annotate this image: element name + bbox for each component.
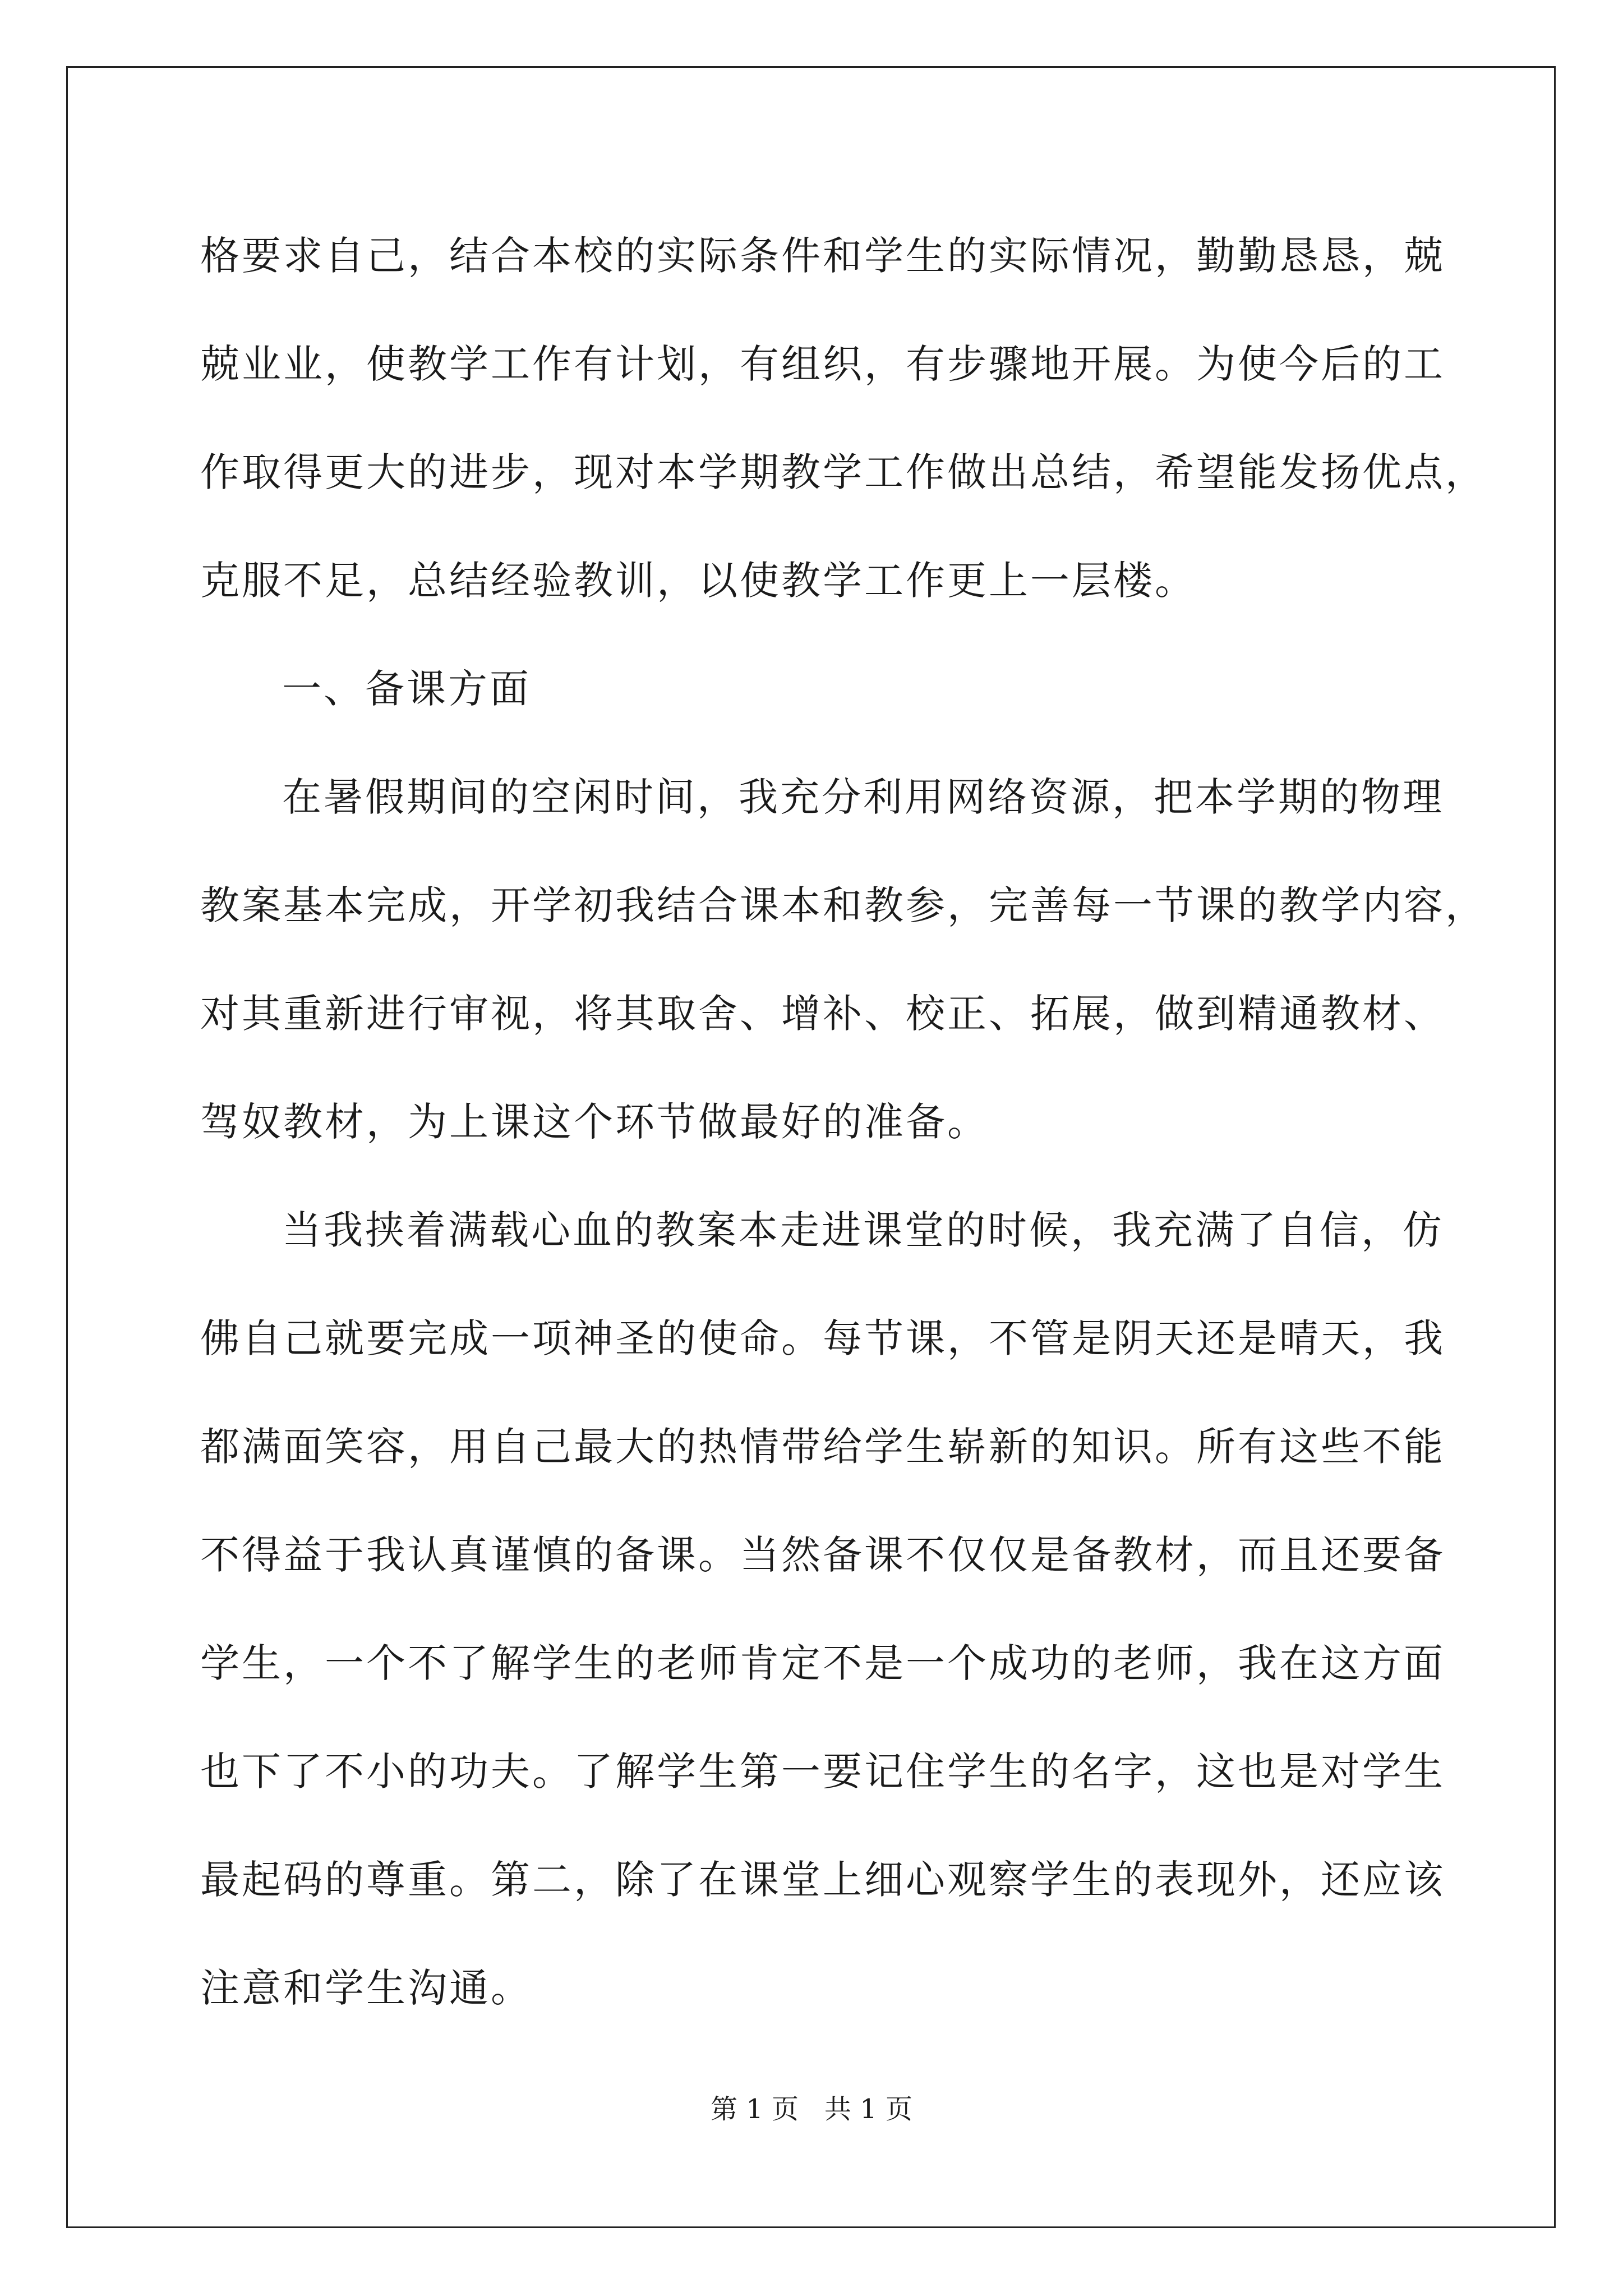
document-body [200, 202, 1487, 2042]
text-line: 对其重新进行审视，将其取舍、增补、校正、拓展，做到精通教材、 [200, 991, 1445, 1037]
text-line: 驾奴教材，为上课这个环节做最好的准备。 [200, 1099, 989, 1145]
text-line: 学生，一个不了解学生的老师肯定不是一个成功的老师，我在这方面 [200, 1640, 1445, 1686]
text-line: 教案基本完成，开学初我结合课本和教参，完善每一节课的教学内容， [200, 882, 1487, 928]
text-line: 佛自己就要完成一项神圣的使命。每节课，不管是阴天还是晴天，我 [200, 1315, 1445, 1361]
section-heading: 一、备课方面 [282, 666, 531, 712]
text-line: 作取得更大的进步，现对本学期教学工作做出总结，希望能发扬优点， [200, 449, 1487, 495]
text-line: 当我挟着满载心血的教案本走进课堂的时候，我充满了自信，仿 [282, 1207, 1444, 1253]
page-total: 共 1 页 [824, 2093, 913, 2125]
text-line: 兢业业，使教学工作有计划，有组织，有步骤地开展。为使今后的工 [200, 341, 1445, 387]
text-line: 注意和学生沟通。 [200, 1965, 532, 2011]
page-footer [0, 2092, 1623, 2126]
text-line: 克服不足，总结经验教训，以使教学工作更上一层楼。 [200, 558, 1196, 604]
text-line: 也下了不小的功夫。了解学生第一要记住学生的名字，这也是对学生 [200, 1749, 1445, 1795]
text-line: 不得益于我认真谨慎的备课。当然备课不仅仅是备教材，而且还要备 [200, 1532, 1445, 1578]
text-line: 在暑假期间的空闲时间，我充分利用网络资源，把本学期的物理 [282, 774, 1444, 820]
page-number: 第 1 页 [710, 2093, 799, 2125]
text-line: 格要求自己，结合本校的实际条件和学生的实际情况，勤勤恳恳，兢 [200, 233, 1445, 279]
text-line: 都满面笑容，用自己最大的热情带给学生崭新的知识。所有这些不能 [200, 1424, 1445, 1470]
text-line: 最起码的尊重。第二，除了在课堂上细心观察学生的表现外，还应该 [200, 1857, 1445, 1903]
